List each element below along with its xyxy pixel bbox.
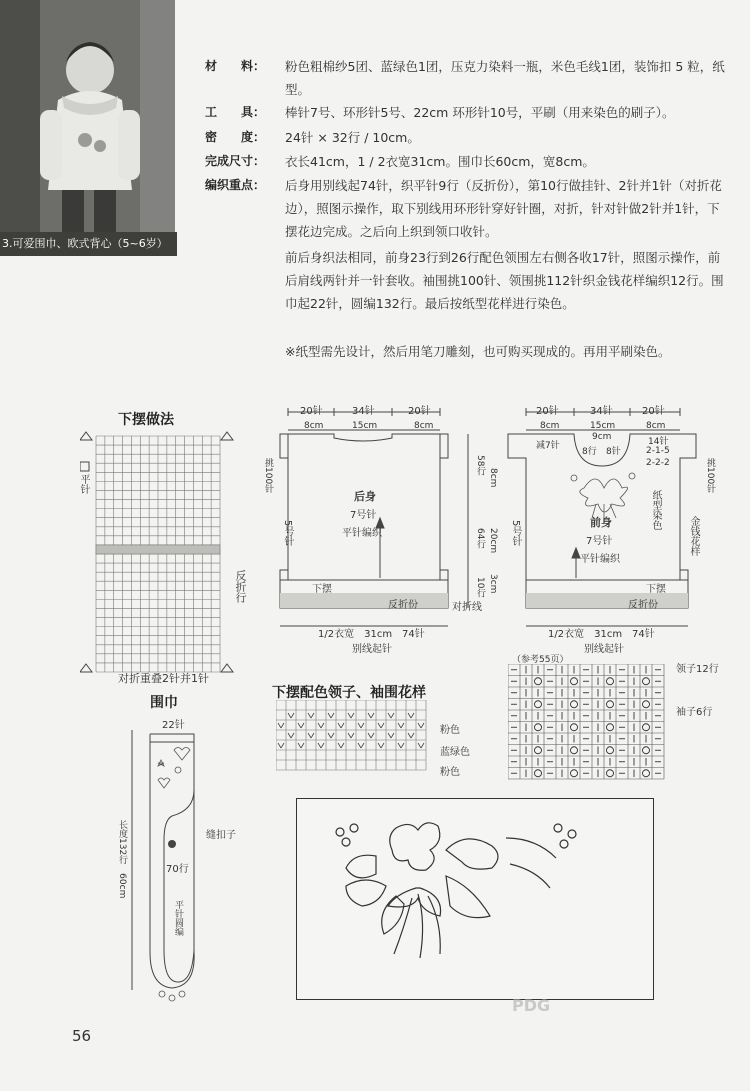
front-dim-top-right: 20针 — [642, 406, 665, 417]
poinsettia-sketch-icon — [571, 473, 635, 520]
back-body-diagram — [270, 400, 495, 655]
back-stitch: 平针编织 — [342, 528, 382, 539]
hem-chart-title: 下摆做法 — [118, 412, 174, 428]
hem-fold-label: 反折行 — [234, 570, 247, 603]
front-cm-mid: 15cm — [590, 421, 616, 431]
colorwork-chart — [276, 700, 436, 780]
size-row — [205, 150, 275, 173]
back-cm-8: 8cm — [488, 468, 498, 488]
front-neck-cm: 9cm — [592, 432, 612, 442]
model-photo — [0, 0, 175, 256]
materials-text: 粉色粗棉纱5团、蓝绿色1团，压克力染料一瓶，米色毛线1团，装饰扣 5 粒，纸型。 — [285, 59, 725, 97]
key-label: 编织重点： — [205, 178, 266, 192]
key-row — [205, 174, 275, 197]
key-paragraph-1: 后身用别线起74针，织平针9行（反折份），第10行做挂针、2针并1针（对折花边），照图示操作，取下别线用环形针穿好针圈，对折，针对针做2针并1针，下摆花边完成。之后向上织到领口收针。 — [285, 178, 722, 239]
hem-chart — [80, 428, 240, 688]
coin-collar: 领子12行 — [676, 664, 719, 675]
front-pick-sleeve: 挑100针 — [705, 458, 715, 494]
scarf-length: 长度132行 60cm — [117, 820, 127, 899]
front-dim-top-mid: 34针 — [590, 406, 613, 417]
back-name: 后身 — [354, 490, 376, 503]
back-dim-top-mid: 34针 — [352, 406, 375, 417]
back-cm-20: 20cm — [488, 528, 498, 554]
front-neck-rows: 8行 — [582, 447, 597, 457]
back-dim-top-left: 20针 — [300, 406, 323, 417]
gauge-text: 24针 × 32行 / 10cm。 — [285, 130, 420, 145]
tools-text: 棒针7号、环形针5号、22cm 环形针10号，平刷（用来染色的刷子）。 — [285, 105, 675, 120]
coin-chart — [508, 664, 666, 782]
front-coin: 金钱花样 — [688, 516, 699, 556]
back-width: 1/2衣宽 31cm 74针 — [318, 629, 425, 640]
size-text: 衣长41cm，1 / 2衣宽31cm。围巾长60cm，宽8cm。 — [285, 154, 595, 169]
back-fold-line: 对折线 — [452, 602, 482, 613]
watermark: PDG — [512, 996, 551, 1015]
colorwork-pink-bottom: 粉色 — [440, 767, 460, 778]
front-cm-left: 8cm — [540, 421, 560, 431]
front-hem: 下摆 — [646, 584, 666, 595]
back-fold: 反折份 — [388, 600, 418, 611]
front-dec14: 14针 — [648, 437, 669, 447]
scarf-knit: 平针圆编 — [173, 900, 183, 936]
back-hem: 下摆 — [312, 584, 332, 595]
scarf-title: 围巾 — [150, 695, 178, 711]
back-rows-10: 10行 — [475, 577, 485, 598]
back-dim-top-right: 20针 — [408, 406, 431, 417]
back-cm-mid: 15cm — [352, 421, 378, 431]
front-name: 前身 — [590, 516, 612, 529]
gauge-label: 密 度： — [205, 130, 266, 144]
coin-sleeve: 袖子6行 — [676, 707, 713, 718]
front-fold: 反折份 — [628, 600, 658, 611]
colorwork-teal: 蓝绿色 — [440, 747, 470, 758]
gauge-row — [205, 126, 275, 149]
front-neck-sts: 8针 — [606, 447, 621, 457]
back-cast-on: 别线起针 — [352, 644, 392, 655]
hem-bottom-label: 对折重叠2针并1针 — [118, 672, 209, 685]
key-note: ※纸型需先设计，然后用笔刀雕刻，也可购买现成的。再用平刷染色。 — [285, 344, 671, 359]
hem-legend-plain: 平针 — [78, 474, 89, 494]
front-seq1: 2-1-5 — [646, 446, 670, 456]
scarf-rows: 70行 — [166, 864, 189, 875]
photo-caption: 3.可爱围巾、欧式背心（5~6岁） — [0, 232, 177, 256]
child-photo-icon — [0, 0, 175, 256]
coin-ref: （参考55页） — [512, 655, 569, 665]
scarf-button: 缝扣子 — [206, 830, 236, 841]
back-rows-58: 58行 — [475, 455, 485, 476]
front-needle: 7号针 — [586, 536, 613, 547]
tools-label: 工 具： — [205, 105, 266, 119]
front-needle5: 5号针 — [510, 520, 521, 547]
materials-row — [205, 55, 275, 78]
front-cm-right: 8cm — [646, 421, 666, 431]
front-stitch: 平针编织 — [580, 554, 620, 565]
scarf-motifs-icon — [158, 748, 190, 789]
size-label: 完成尺寸： — [205, 154, 266, 168]
back-needle5: 5号针 — [282, 520, 293, 547]
template-panel — [296, 798, 654, 1000]
key-paragraph-2: 前后身织法相同，前身23行到26行配色领围左右侧各收17针，照图示操作，前后肩线两针并一针套收。袖围挑100针、领围挑112针织金钱花样编织12行。围巾起22针，圆编132行。最后按纸型花样进行染色。 — [285, 250, 724, 311]
tools-row — [205, 101, 275, 124]
colorwork-pink-top: 粉色 — [440, 725, 460, 736]
back-needle: 7号针 — [350, 510, 377, 521]
back-cm-left: 8cm — [304, 421, 324, 431]
front-dim-top-left: 20针 — [536, 406, 559, 417]
back-cm-3: 3cm — [488, 574, 498, 594]
front-seq2: 2-2-2 — [646, 458, 670, 468]
back-rows-64: 64行 — [475, 528, 485, 549]
page-number: 56 — [72, 1027, 92, 1045]
front-template: 纸型染色 — [650, 490, 661, 530]
front-cast-on: 别线起针 — [584, 644, 624, 655]
colorwork-title: 下摆配色领子、袖围花样 — [272, 685, 426, 701]
back-pick-sleeve: 挑100针 — [263, 458, 273, 494]
scarf-top: 22针 — [162, 720, 185, 731]
back-cm-right: 8cm — [414, 421, 434, 431]
materials-label: 材 料： — [205, 59, 266, 73]
front-dec7: 减7针 — [536, 441, 560, 451]
front-width: 1/2衣宽 31cm 74针 — [548, 629, 655, 640]
